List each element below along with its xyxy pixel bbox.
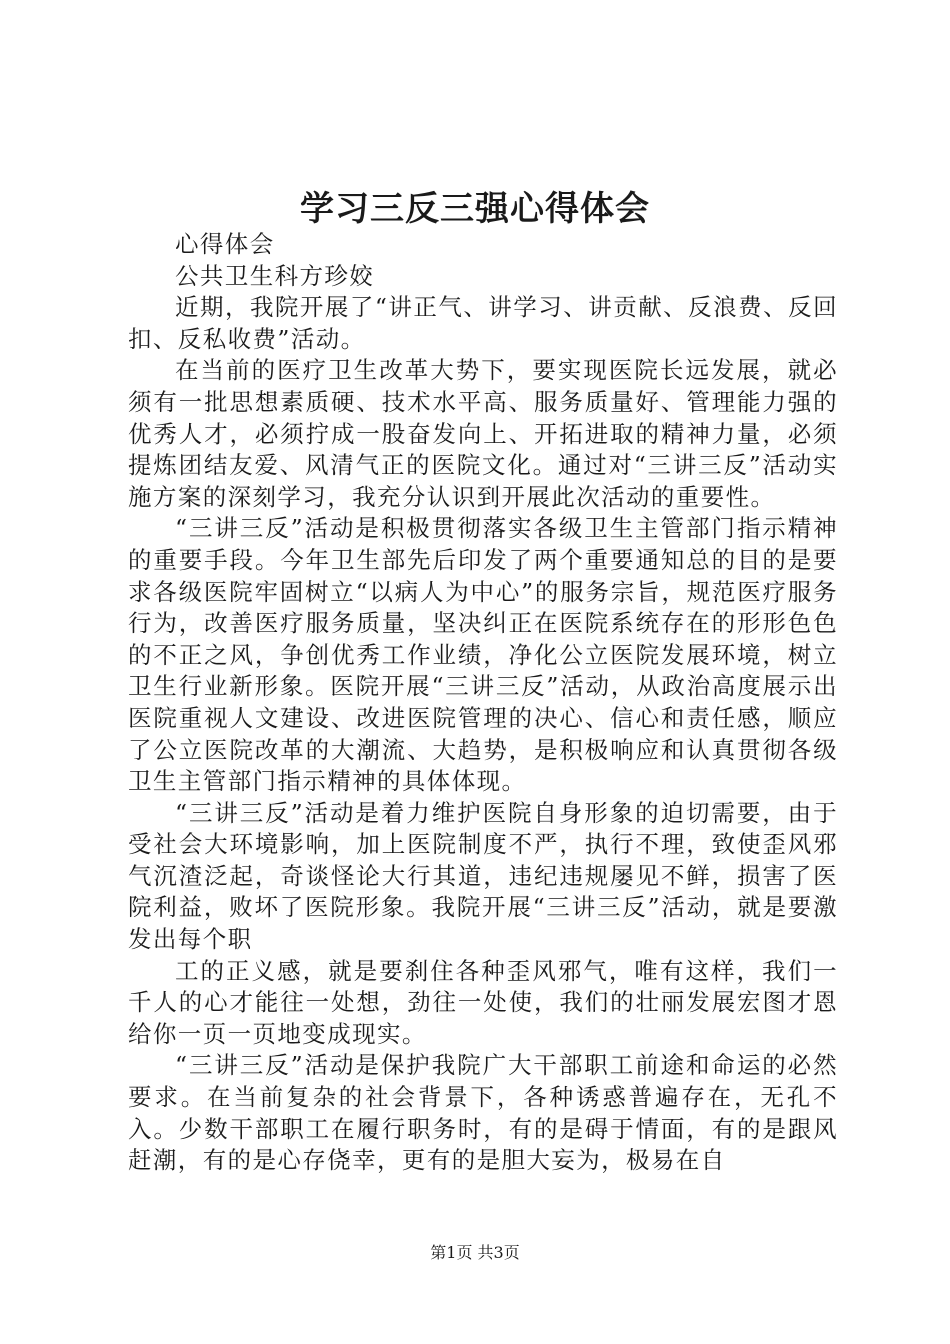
paragraph: 近期，我院开展了“讲正气、讲学习、讲贡献、反浪费、反回扣、反私收费”活动。 — [128, 293, 838, 353]
document-title: 学习三反三强心得体会 — [300, 189, 650, 229]
paragraph-author: 公共卫生科方珍姣 — [175, 261, 375, 290]
page-number-footer: 第1页 共3页 — [430, 1243, 520, 1262]
document-body — [128, 229, 838, 1177]
paragraph: “三讲三反”活动是着力维护医院自身形象的迫切需要，由于受社会大环境影响，加上医院制度不严，执行不理，致使歪风邪气沉渣泛起，奇谈怪论大行其道，违纪违规屡见不鲜，损害了医院利益，败坏了医院形象。我院开展“三讲三反”活动，就是要激发出每个职 — [128, 798, 838, 954]
paragraph-subtitle: 心得体会 — [175, 230, 275, 258]
paragraph: “三讲三反”活动是保护我院广大干部职工前途和命运的必然要求。在当前复杂的社会背景下，各种诱惑普遍存在，无孔不入。少数干部职工在履行职务时，有的是碍于情面，有的是跟风赶潮，有的是心存侥幸，更有的是胆大妄为，极易在自 — [128, 1051, 838, 1175]
paragraph: “三讲三反”活动是积极贯彻落实各级卫生主管部门指示精神的重要手段。今年卫生部先后印发了两个重要通知总的目的是要求各级医院牢固树立“以病人为中心”的服务宗旨，规范医疗服务行为，改善医疗服务质量，坚决纠正在医院系统存在的形形色色的不正之风，争创优秀工作业绩，净化公立医院发展环境，树立卫生行业新形象。医院开展“三讲三反”活动，从政治高度展示出医院重视人文建设、改进医院管理的决心、信心和责任感，顺应了公立医院改革的大潮流、大趋势，是积极响应和认真贯彻各级卫生主管部门指示精神的具体体现。 — [128, 514, 838, 796]
paragraph: 工的正义感，就是要刹住各种歪风邪气，唯有这样，我们一千人的心才能往一处想，劲往一处使，我们的壮丽发展宏图才恩给你一页一页地变成现实。 — [128, 956, 838, 1048]
paragraph: 在当前的医疗卫生改革大势下，要实现医院长远发展，就必须有一批思想素质硬、技术水平高、服务质量好、管理能力强的优秀人才，必须拧成一股奋发向上、开拓进取的精神力量，必须提炼团结友爱、风清气正的医院文化。通过对“三讲三反”活动实施方案的深刻学习，我充分认识到开展此次活动的重要性。 — [128, 356, 838, 511]
